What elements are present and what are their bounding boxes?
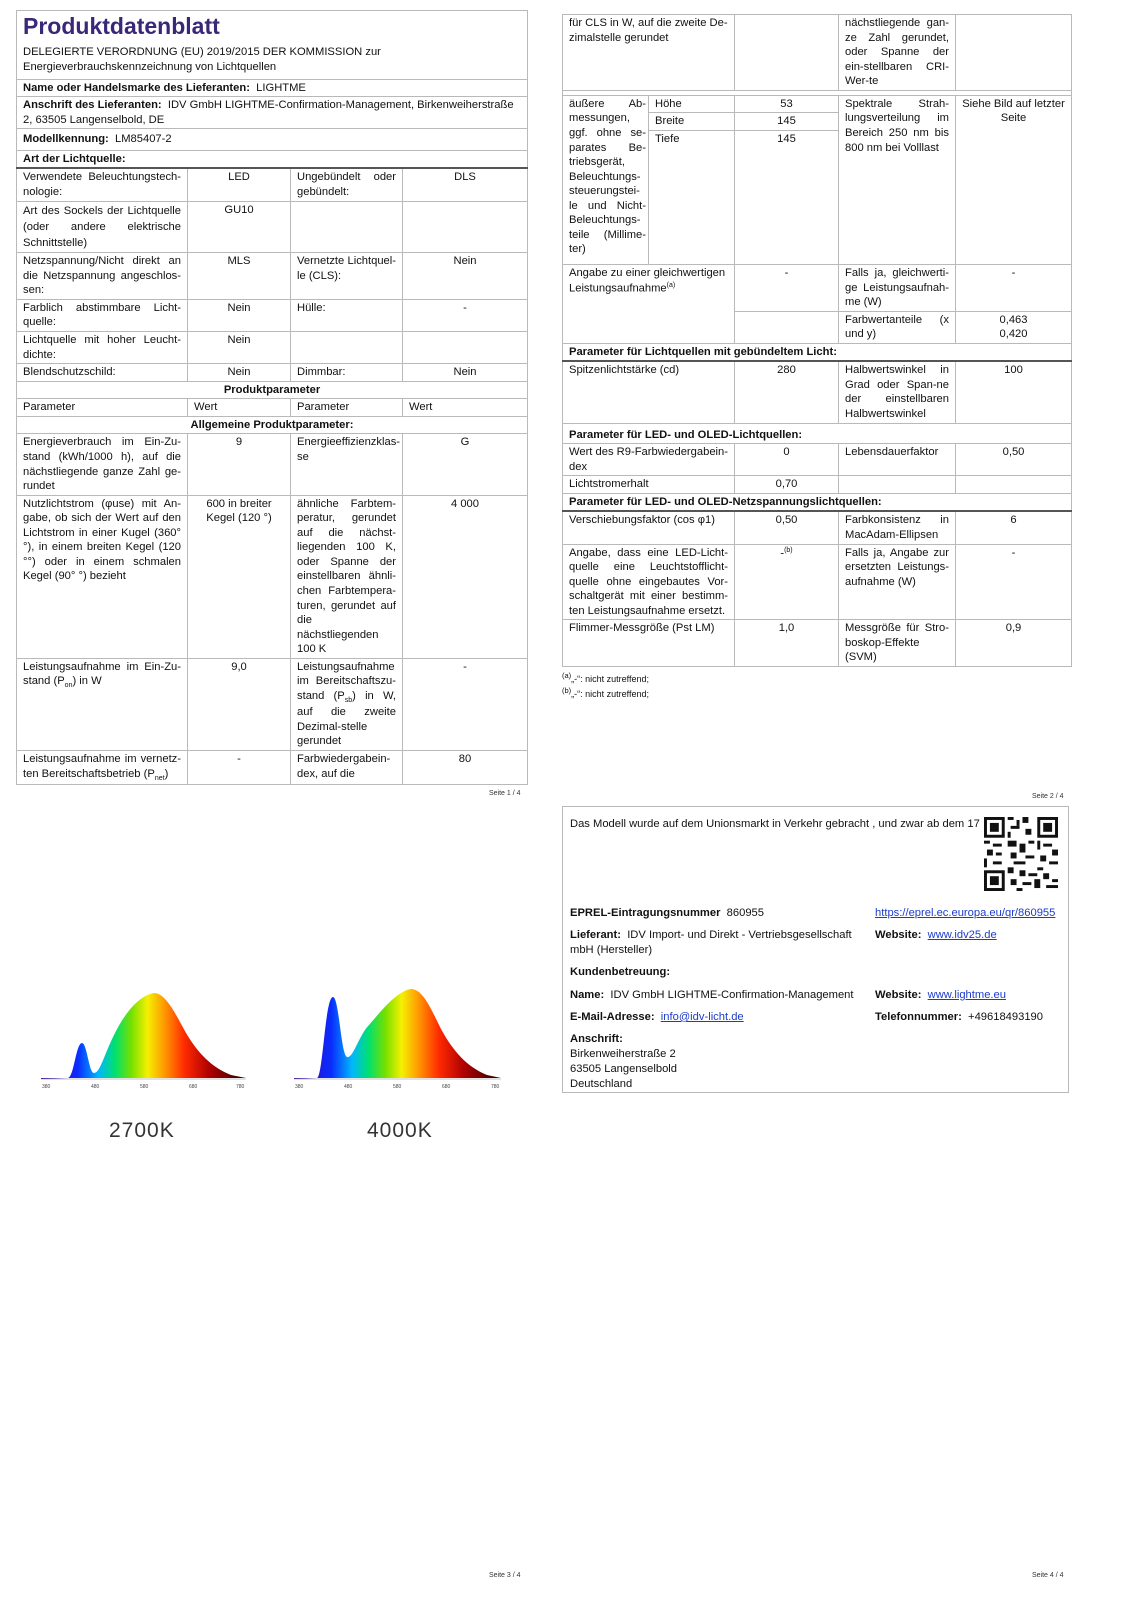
table-row: Verwendete Beleuchtungstech-nologie: LED Ungebündelt oder gebündelt: DLS — [17, 168, 528, 201]
table-row: Farblich abstimmbare Licht-quelle: Nein Hülle: - — [17, 299, 528, 331]
table-row: Angabe, dass eine LED-Licht-quelle eine Leuchtstofflicht-quelle ohne eingebautes Vor-schaltgerät mit einer bestimm-ten Leistungsaufnahme ersetzt. -$^{(b)}$ Falls ja, Angabe zur ersetzten Leistungs-aufnahme (W) - — [563, 544, 1072, 620]
directional-header: Parameter für Lichtquellen mit gebündeltem Licht: — [563, 343, 1072, 361]
page-number-2: Seite 2 / 4 — [1032, 793, 1064, 800]
axis-tick: 780 — [491, 1084, 500, 1090]
model-row: Modellkennung: LM85407-2 — [17, 129, 528, 151]
table-row: Spitzenlichtstärke (cd) 280 Halbwertswinkel in Grad oder Span-ne der einstellbaren Halbwertswinkel 100 — [563, 361, 1072, 423]
spectrum-curve-4000k — [294, 989, 501, 1079]
axis-tick: 380 — [295, 1084, 304, 1090]
table-row: Energieverbrauch im Ein-Zu-stand (kWh/1000 h), auf die nächstliegende ganze Zahl ge-rundet 9 Energieeffizienzklas-se G — [17, 434, 528, 495]
table-row: Blendschutzschild: Nein Dimmbar: Nein — [17, 364, 528, 382]
market-text: Das Modell wurde auf dem Unionsmarkt in Verkehr gebracht , und zwar ab dem 17 — [570, 818, 980, 830]
brand-row: Name oder Handelsmarke des Lieferanten: LIGHTME — [17, 79, 528, 97]
axis-tick: 680 — [189, 1084, 198, 1090]
dimensions-row: Tiefe 145 — [563, 130, 1072, 264]
email-link[interactable]: info@idv-licht.de — [660, 1011, 744, 1023]
page-number-1: Seite 1 / 4 — [489, 790, 521, 797]
axis-tick: 480 — [344, 1084, 353, 1090]
mains-header: Parameter für LED- und OLED-Netzspannungslichtquellen: — [563, 493, 1072, 511]
supplier-address-row: Anschrift des Lieferanten: IDV GmbH LIGHTME-Confirmation-Management, Birkenweiherstraße 2, 63505 Langenselbold, DE — [17, 97, 528, 129]
spectrum-chart-4000k — [289, 985, 509, 1095]
email-row: E-Mail-Adresse: info@idv-licht.de — [570, 1011, 744, 1023]
page-number-4: Seite 4 / 4 — [1032, 1572, 1064, 1579]
website-link-lightme[interactable]: www.lightme.eu — [927, 989, 1006, 1001]
supplier-row: Lieferant: IDV Import- und Direkt - Vertriebsgesellschaft mbH (Hersteller) — [570, 929, 852, 956]
table-row: Flimmer-Messgröße (Pst LM) 1,0 Messgröße für Stro-boskop-Effekte (SVM) 0,9 — [563, 620, 1072, 667]
address-block: Anschrift: Birkenweiherstraße 2 63505 Langenselbold Deutschland — [570, 1033, 678, 1091]
table-row: Angabe zu einer gleichwertigen Leistungsaufnahme$^{(a)}$ - Falls ja, gleichwerti-ge Leistungsaufnah-me (W) - — [563, 264, 1072, 311]
customer-service-header: Kundenbetreuung: — [570, 966, 671, 978]
general-params-header: Allgemeine Produktparameter: — [17, 416, 528, 434]
footnotes: $^{(a)}$„-“: nicht zutreffend; $^{(b)}$„-“: nicht zutreffend; — [562, 671, 650, 700]
spectrum-curve-2700k — [41, 993, 246, 1079]
phone-row: Telefonnummer: +49618493190 — [875, 1011, 1044, 1023]
table-row: Nutzlichtstrom (φuse) mit An-gabe, ob sich der Wert auf den Lichtstrom in einer Kugel (360° °), in einem breiten Kegel (120 °°) oder in einem schmalen Kegel (90° °) bezieht 600 in breiter Kegel (120 °) ähnliche Farbtem-peratur, gerundet auf die nächst-liegenden 100 K, oder Spanne der einstellbaren ähnli-chen Farbtempera-turen, gerundet auf die nächstliegenden 100 K 4 000 — [17, 495, 528, 658]
table-row: Lichtquelle mit hoher Leucht-dichte: Nein — [17, 332, 528, 364]
website-row-1: Website: www.idv25.de — [875, 929, 997, 941]
table-row: Netzspannung/Nicht direkt an die Netzspannung angeschlos-sen: MLS Vernetzte Lichtquel-le (CLS): Nein — [17, 253, 528, 300]
axis-tick: 580 — [140, 1084, 149, 1090]
website-link-idv25[interactable]: www.idv25.de — [927, 929, 997, 941]
page-number-3: Seite 3 / 4 — [489, 1572, 521, 1579]
axis-tick: 580 — [393, 1084, 402, 1090]
table-row: Art des Sockels der Lichtquelle (oder andere elektrische Schnittstelle) GU10 — [17, 201, 528, 253]
regulation-text: DELEGIERTE VERORDNUNG (EU) 2019/2015 DER KOMMISSION zur Energieverbrauchskennzeichnung von Lichtquellen — [23, 46, 381, 73]
dimensions-row: Breite 145 — [563, 113, 1072, 131]
product-params-header: Produktparameter — [17, 381, 528, 399]
table-row: für CLS in W, auf die zweite De-zimalstelle gerundet nächstliegende gan-ze Zahl gerundet, oder Spanne der ein-stellbaren CRI-Wer-te — [563, 15, 1072, 91]
table-row: Verschiebungsfaktor (cos φ1) 0,50 Farbkonsistenz in MacAdam-Ellipsen 6 — [563, 511, 1072, 544]
table-row: Lichtstromerhalt 0,70 — [563, 476, 1072, 494]
qr-code-icon — [984, 817, 1058, 891]
axis-tick: 780 — [236, 1084, 245, 1090]
page-4 — [562, 806, 1069, 1093]
axis-tick: 680 — [442, 1084, 451, 1090]
spectrum-label-2700k: 2700K — [109, 1119, 175, 1142]
table-row: Leistungsaufnahme im vernetz-ten Bereitschaftsbetrieb $(P_{net})$ - Farbwiedergabein-dex, auf die 80 — [17, 750, 528, 784]
page-2 — [562, 14, 1072, 701]
datasheet-table-page-1 — [16, 10, 528, 785]
datasheet-table-page-2 — [562, 14, 1072, 667]
axis-tick: 480 — [91, 1084, 100, 1090]
spectrum-chart-2700k — [36, 985, 256, 1095]
page-title: Produktdatenblatt — [23, 13, 220, 39]
axis-tick: 380 — [42, 1084, 51, 1090]
table-row: Wert des R9-Farbwiedergabein-dex 0 Lebensdauerfaktor 0,50 — [563, 444, 1072, 476]
eprel-link[interactable]: https://eprel.ec.europa.eu/qr/860955 — [875, 907, 1056, 919]
eprel-row: EPREL-Eintragungsnummer 860955 — [570, 907, 764, 919]
light-type-header: Art der Lichtquelle: — [17, 150, 528, 168]
spectrum-label-4000k: 4000K — [367, 1119, 433, 1142]
column-header-row: Parameter Wert Parameter Wert — [17, 399, 528, 417]
page-1 — [16, 10, 528, 785]
dimensions-row: äußere Ab-messungen, ggf. ohne se-parates Be-triebsgerät, Beleuchtungs-steuerungstei-le und Nicht-Beleuchtungs-teile (Millime-ter) Höhe 53 Spektrale Strah-lungsverteilung im Bereich 250 nm bis 800 nm bei Volllast Siehe Bild auf letzter Seite — [563, 95, 1072, 113]
led-header: Parameter für LED- und OLED-Lichtquellen: — [563, 423, 1072, 444]
contact-name-row: Name: IDV GmbH LIGHTME-Confirmation-Management — [570, 989, 854, 1001]
table-row: Leistungsaufnahme im Ein-Zu-stand $(P_{on})$ in W 9,0 Leistungsaufnahme im Bereitschaftszu-stand $(P_{sb})$ in W, auf die zweite Dezimal-stelle gerundet - — [17, 658, 528, 750]
website-row-2: Website: www.lightme.eu — [875, 989, 1006, 1001]
table-row: Farbwertanteile (x und y) 0,463 0,420 — [563, 311, 1072, 343]
